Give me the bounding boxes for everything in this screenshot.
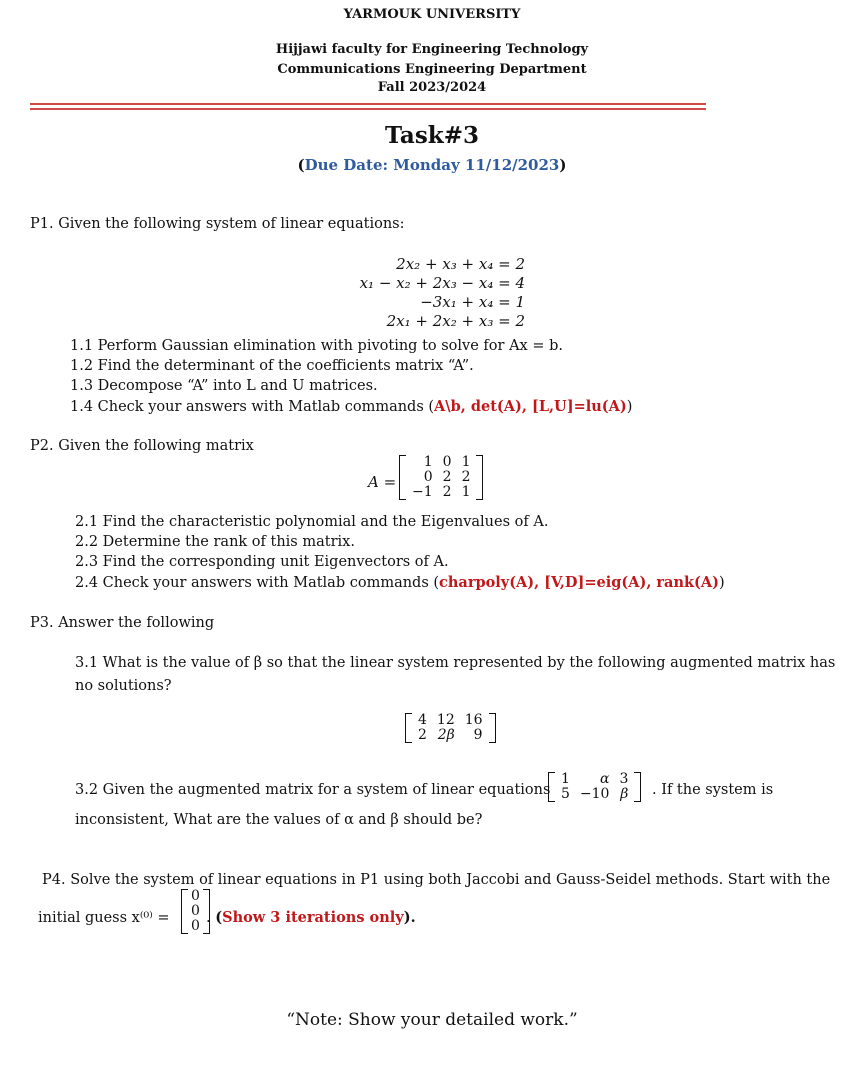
p2-item-4: 2.4 Check your answers with Matlab commands (charpoly(A), [V,D]=eig(A), rank(A)): [75, 574, 725, 591]
p1-equations: [300, 255, 525, 331]
augmented-matrix-2: 1 α 3 5 −10 β: [548, 772, 641, 802]
p1-heading: P1. Given the following system of linear equations:: [30, 216, 405, 232]
header-divider-top: [30, 103, 706, 105]
due-date: (Due Date: Monday 11/12/2023): [297, 156, 567, 174]
p3-q1-line-1: 3.1 What is the value of β so that the linear system represented by the following augmented matrix has: [75, 655, 836, 671]
matrix-a-label: A =: [368, 473, 397, 491]
show-iterations-text: Show 3 iterations only: [222, 909, 404, 926]
matrix-a: 1 0 1 0 2 2 −1 2 1: [399, 455, 483, 500]
p2-item-1: 2.1 Find the characteristic polynomial and the Eigenvalues of A.: [75, 514, 549, 530]
p1-matlab-commands: A\b, det(A), [L,U]=lu(A): [434, 398, 627, 415]
p2-matlab-commands: charpoly(A), [V,D]=eig(A), rank(A): [439, 574, 720, 591]
note: “Note: Show your detailed work.”: [286, 1010, 578, 1030]
faculty-name: Hijjawi faculty for Engineering Technology: [275, 42, 589, 57]
equation-2: x₁ − x₂ + 2x₃ − x₄ = 4: [359, 274, 525, 292]
initial-guess-vector: 0 0 0: [181, 889, 210, 934]
p1-item-3: 1.3 Decompose “A” into L and U matrices.: [70, 378, 378, 394]
due-date-text: Due Date: Monday 11/12/2023: [304, 156, 560, 174]
equation-1: 2x₂ + x₃ + x₄ = 2: [396, 255, 525, 273]
p3-q1-line-2: no solutions?: [75, 678, 172, 694]
p2-item-2: 2.2 Determine the rank of this matrix.: [75, 534, 355, 550]
p1-item-2: 1.2 Find the determinant of the coefficients matrix “A”.: [70, 358, 474, 374]
p4-guess-label: initial guess x⁽⁰⁾ =: [38, 910, 170, 926]
p3-heading: P3. Answer the following: [30, 615, 215, 631]
semester: Fall 2023/2024: [377, 80, 487, 95]
p1-item-4: 1.4 Check your answers with Matlab commands (A\b, det(A), [L,U]=lu(A)): [70, 398, 633, 415]
page-title: Task#3: [385, 122, 479, 149]
p3-q2-prefix: 3.2 Given the augmented matrix for a system of linear equations: [75, 782, 551, 798]
university-name: YARMOUK UNIVERSITY: [343, 7, 521, 22]
p1-item-1: 1.1 Perform Gaussian elimination with pivoting to solve for Ax = b.: [70, 338, 563, 354]
p3-q2-line-2: inconsistent, What are the values of α and β should be?: [75, 812, 483, 828]
p2-heading: P2. Given the following matrix: [30, 438, 254, 454]
header-divider-bottom: [30, 108, 706, 110]
p3-q2-suffix: . If the system is: [652, 782, 774, 798]
equation-4: 2x₁ + 2x₂ + x₃ = 2: [386, 312, 525, 330]
equation-3: −3x₁ + x₄ = 1: [420, 293, 525, 311]
department-name: Communications Engineering Department: [277, 62, 587, 77]
p4-show-iterations: . (Show 3 iterations only).: [206, 909, 416, 926]
augmented-matrix-1: 4 12 16 2 2β 9: [405, 713, 496, 743]
p2-item-3: 2.3 Find the corresponding unit Eigenvectors of A.: [75, 554, 449, 570]
p4-line-1: P4. Solve the system of linear equations in P1 using both Jaccobi and Gauss-Seidel methods. Start with the: [42, 872, 831, 888]
